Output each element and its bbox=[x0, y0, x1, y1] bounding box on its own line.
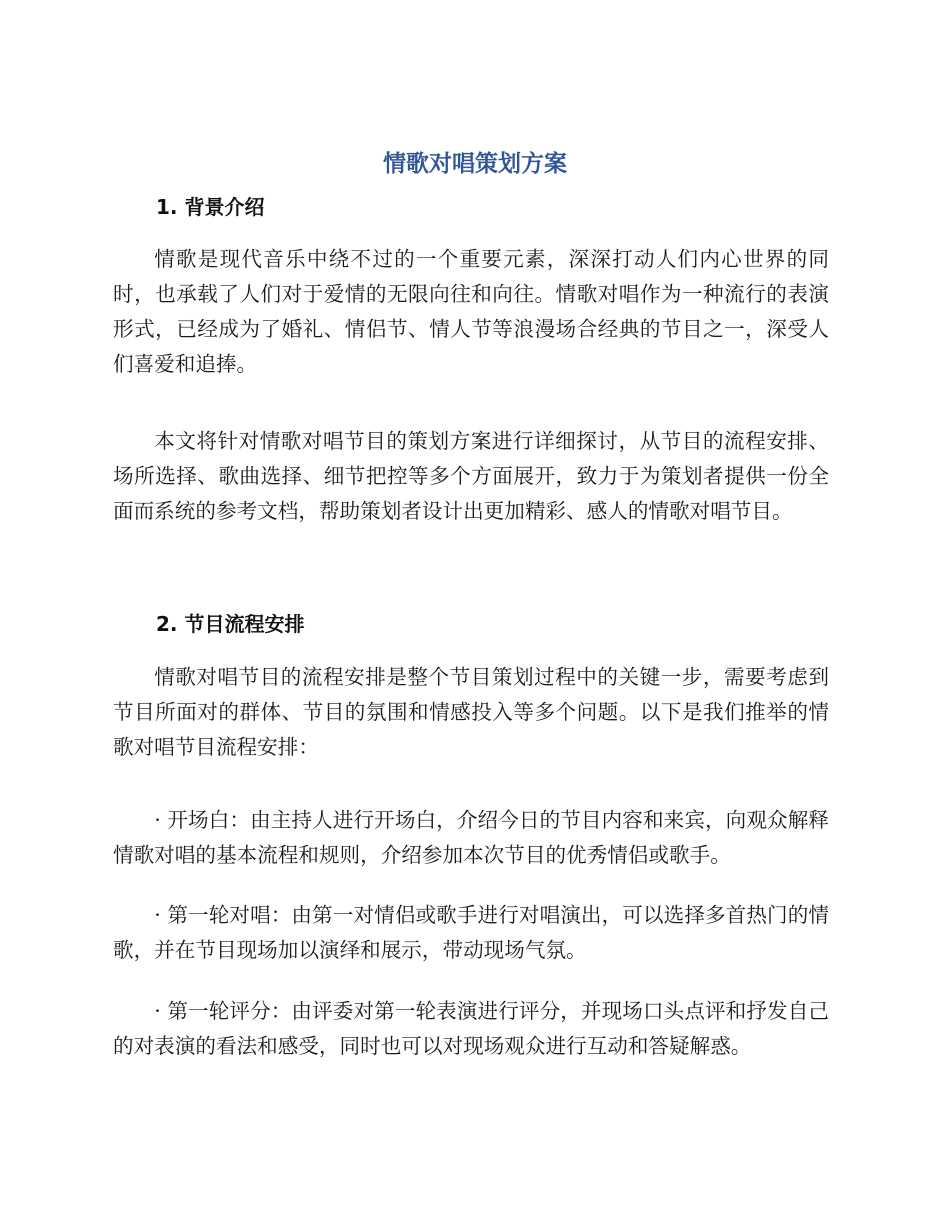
paragraph-program-flow-intro: 情歌对唱节目的流程安排是整个节目策划过程中的关键一步，需要考虑到节目所面对的群体、节目的氛围和情感投入等多个问题。以下是我们推举的情歌对唱节目流程安排： bbox=[113, 665, 829, 759]
list-item-opening: · 开场白：由主持人进行开场白，介绍今日的节目内容和来宾，向观众解释情歌对唱的基本流程和规则，介绍参加本次节目的优秀情侣或歌手。 bbox=[113, 808, 829, 867]
section-heading-program-flow: 2. 节目流程安排 bbox=[156, 612, 305, 636]
document-title: 情歌对唱策划方案 bbox=[383, 151, 567, 177]
list-item-first-round-scoring: · 第一轮评分：由评委对第一轮表演进行评分，并现场口头点评和抒发自己的对表演的看法和感受，同时也可以对现场观众进行互动和答疑解惑。 bbox=[113, 999, 829, 1058]
paragraph-background-1: 情歌是现代音乐中绕不过的一个重要元素，深深打动人们内心世界的同时，也承载了人们对于爱情的无限向往和向往。情歌对唱作为一种流行的表演形式，已经成为了婚礼、情侣节、情人节等浪漫场合经典的节目之一，深受人们喜爱和追捧。 bbox=[113, 247, 829, 376]
list-item-first-round-duet: · 第一轮对唱：由第一对情侣或歌手进行对唱演出，可以选择多首热门的情歌，并在节目现场加以演绎和展示，带动现场气氛。 bbox=[113, 903, 829, 962]
paragraph-background-2: 本文将针对情歌对唱节目的策划方案进行详细探讨，从节目的流程安排、场所选择、歌曲选择、细节把控等多个方面展开，致力于为策划者提供一份全面而系统的参考文档，帮助策划者设计出更加精彩、感人的情歌对唱节目。 bbox=[113, 429, 829, 523]
section-heading-background: 1. 背景介绍 bbox=[156, 195, 265, 219]
